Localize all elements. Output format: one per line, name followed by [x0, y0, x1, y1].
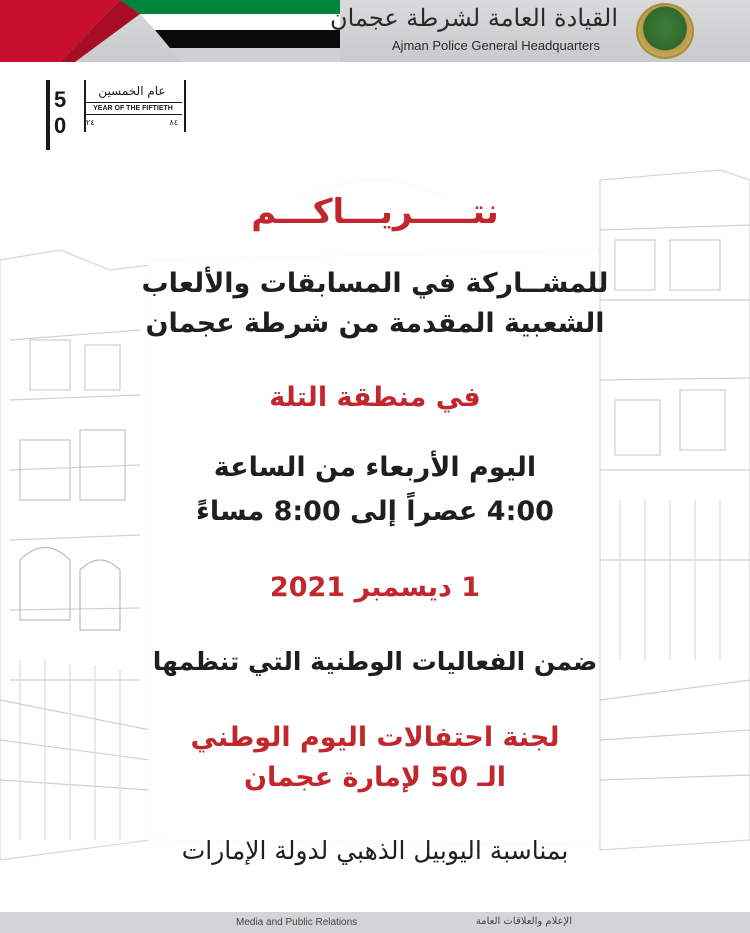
ajman-police-emblem-icon: [636, 3, 694, 59]
header-title-english: Ajman Police General Headquarters: [391, 38, 600, 53]
footer-arabic: الإعلام والعلاقات العامة: [475, 916, 572, 927]
logo-num-right: ٨٤: [169, 118, 178, 127]
logo-english-text: YEAR OF THE FIFTIETH: [84, 102, 182, 115]
header-title-arabic: القيادة العامة لشرطة عجمان: [330, 4, 618, 32]
logo-num-left: ٢٤: [86, 118, 95, 127]
event-date: 1 ديسمبر 2021: [269, 572, 481, 603]
logo-digit-5: 5: [54, 87, 67, 112]
uae-flag-ribbon-icon: [0, 0, 340, 62]
footer-english: Media and Public Relations: [236, 917, 358, 928]
event-location: في منطقة التلة: [269, 382, 481, 413]
invitation-line-1: للمشــاركة في المسابقات والألعاب: [141, 268, 609, 299]
event-time: 4:00 عصراً إلى 8:00 مساءً: [196, 496, 554, 527]
footer-bar: [0, 912, 750, 933]
event-day: اليوم الأربعاء من الساعة: [213, 452, 537, 483]
logo-digit-0: 0: [54, 113, 67, 138]
invitation-heading: نتـــــريـــاكـــم: [251, 192, 499, 232]
invitation-line-2: الشعبية المقدمة من شرطة عجمان: [145, 308, 605, 339]
logo-numbers: [86, 118, 178, 127]
committee-line-2: الـ 50 لإمارة عجمان: [243, 762, 507, 793]
event-occasion: بمناسبة اليوبيل الذهبي لدولة الإمارات: [181, 836, 569, 865]
event-context: ضمن الفعاليات الوطنية التي تنظمها: [152, 647, 598, 676]
committee-line-1: لجنة احتفالات اليوم الوطني: [190, 722, 560, 753]
logo-arabic-text: عام الخمسين: [98, 84, 166, 98]
